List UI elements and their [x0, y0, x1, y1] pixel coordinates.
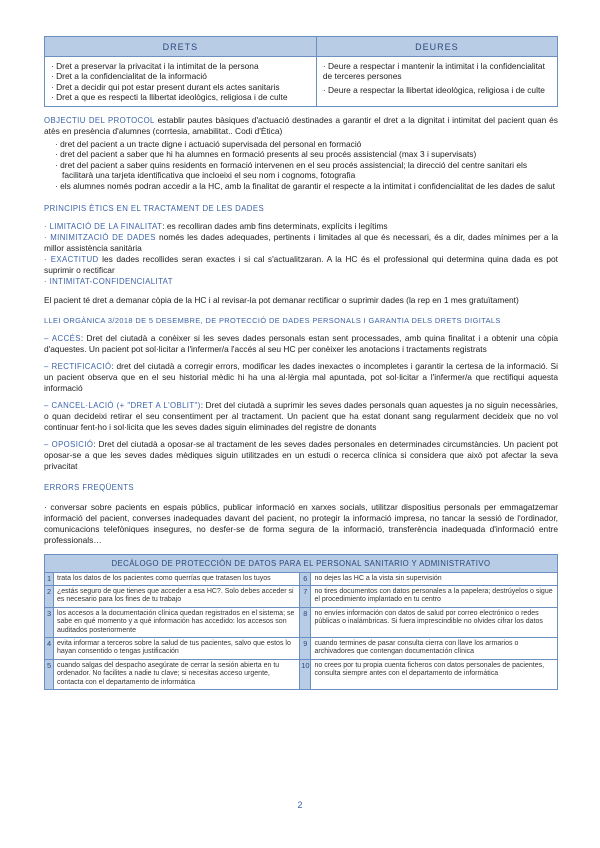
deure-item: · Deure a respectar la llibertat ideològica, religiosa i de culte [322, 84, 545, 95]
objectiu-list [52, 139, 558, 192]
llei-heading: LLEI ORGÀNICA 3/2018 DE 5 DESEMBRE, DE PROTECCIÓ DE DADES PERSONALS I GARANTIA DELS DRETS DIGITALS [44, 315, 501, 325]
llei-text: : Dret del ciutadà a conèixer si les seves dades personals estan sent processades, amb quina finalitat i a obtenir una còpia d'aquestes. Un pacient pot sol·licitar a l'infermer/a l'accés al seu HC per conèixer les anotacions i tractaments registrats [44, 332, 558, 354]
decalogo-table [44, 554, 558, 690]
decalogo-item: trata los datos de los pacientes como querrías que tratasen los tuyos [54, 572, 300, 585]
dret-acces [44, 333, 558, 355]
item-number: 9 [300, 638, 311, 660]
dret-item: · Dret a la confidencialitat de la informació [51, 71, 207, 82]
objectiu-label: OBJECTIU DEL PROTOCOL [44, 115, 155, 125]
decalogo-item: cuando salgas del despacho asegúrate de cerrar la sesión abierta en tu ordenador. No facilites a nadie tu clave; si necesitas acceso urgente, contacta con el departamento de informática [54, 659, 300, 689]
item-number: 4 [45, 638, 54, 660]
item-number: 10 [300, 659, 311, 689]
principi-text: les dades recollides seran exactes i si cal s'actualitzaran. A la HC és el professional qui determina quina dada es pot suprimir o rectificar [44, 253, 558, 275]
decalogo-item: los accesos a la documentación clínica quedan registrados en el sistema; se sabe en qué momento y a qué información has accedido: los accesos son auditados posteriormente [54, 607, 300, 637]
llei-label: – ACCÉS [44, 333, 81, 343]
objectiu-paragraph [44, 115, 558, 137]
decalogo-item: no tires documentos con datos personales a la papelera; destrúyelos o sigue el procedimiento implantado en tu centro [311, 586, 558, 608]
deure-item: · Deure a respectar i mantenir la intimitat i la confidencialitat de terceres persones [322, 61, 545, 82]
list-item: · dret del pacient a un tracte digne i actuació supervisada del personal en formació [55, 138, 362, 149]
decalogo-item: no envíes información con datos de salud por correo electrónico o redes públicas o inalámbricas. Si fuera imprescindible no olvides cifrar los datos [311, 607, 558, 637]
item-number: 7 [300, 586, 311, 608]
item-number: 5 [45, 659, 54, 689]
drets-header: DRETS [45, 37, 317, 57]
dret-item: · Dret a que es respecti la llibertat ideològics, religiosa i de culte [51, 92, 288, 103]
table-row [45, 586, 558, 608]
decalogo-item: cuando termines de pasar consulta cierra con llave los armarios o archivadores que contengan documentación clínica [311, 638, 558, 660]
decalogo-item: no dejes las HC a la vista sin supervisión [311, 572, 558, 585]
deures-list [316, 57, 557, 107]
list-item: · dret del pacient a saber quins residents en formació intervenen en el seu procés assistencial; la direcció del centre sanitari els facilitarà una tarjeta identificativa que incloeixi el seu nom i cognoms, fotografia [55, 159, 528, 181]
drets-list [45, 57, 317, 107]
decalogo-heading: DECÁLOGO DE PROTECCIÓN DE DATOS PARA EL PERSONAL SANITARIO Y ADMINISTRATIVO [45, 554, 558, 572]
principi-limitacio [44, 221, 558, 232]
llei-text: : Dret del ciutadà a suprimir les seves dades personals quan aquestes ja no siguin necessàries, o quan decideixi retirar el seu consentiment per al tractament. Un pacient que ha estat donant sang regularment decideix que no vol continuar fent-ho i sol·licita que les seves dades siguin eliminades del registre de donants [44, 399, 558, 432]
principi-exactitud [44, 254, 558, 276]
principi-intimitat [44, 276, 558, 287]
principis-section [44, 203, 558, 306]
principi-text: només les dades adequades, pertinents i limitades al que és necessari, és a dir, dades mínimes per a la millor assistència sanitària [44, 231, 558, 253]
item-number: 2 [45, 586, 54, 608]
page-number: 2 [297, 800, 303, 810]
list-item: · dret del pacient a saber que hi ha alumnes en formació presents al seu procés assistencial (max 3 i supervisats) [55, 149, 477, 160]
item-number: 8 [300, 607, 311, 637]
principi-text: : es recolliran dades amb fins determinats, explícits i legítims [162, 220, 388, 231]
principi-label: · LIMITACIÓ DE LA FINALITAT [44, 221, 163, 231]
principi-label: · EXACTITUD [44, 254, 99, 264]
table-row [45, 638, 558, 660]
llei-text: : Dret del ciutadà a oposar-se al tractament de les seves dades personales en determinades circumstàncies. Un pacient pot oposar-se a que les seves dades mèdiques siguin utilitzades en un estudi o recerca clínica si considera que això pot afectar la seva privacitat [44, 438, 558, 471]
principi-minimitzacio [44, 232, 558, 254]
llei-label: – RECTIFICACIÓ [44, 361, 112, 371]
decalogo-item: evita informar a terceros sobre la salud de tus pacientes, salvo que estos lo hayan consentido o tengas justificación [54, 638, 300, 660]
dret-oposicio [44, 439, 558, 472]
deures-header: DEURES [316, 37, 557, 57]
decalogo-item: ¿estás seguro de que tienes que acceder a esa HC?. Solo debes acceder si es necesario para los fines de tu trabajo [54, 586, 300, 608]
errors-section [44, 482, 558, 546]
principi-label: · MINIMITZACIÓ DE DADES [44, 232, 156, 242]
item-number: 3 [45, 607, 54, 637]
item-number: 1 [45, 572, 54, 585]
list-item: · els alumnes només podran accedir a la HC, amb la finalitat de garantir el respecte a la intimitat i confidencialitat de les dades de salut [55, 181, 555, 191]
dret-item: · Dret a preservar la privacitat i la intimitat de la persona [51, 61, 259, 71]
item-number: 6 [300, 572, 311, 585]
dret-rectificacio [44, 361, 558, 394]
objectiu-text: establir pautes bàsiques d'actuació destinades a garantir el dret a la dignitat i intimitat del pacient quan és atès en presència d'alumnes (corrtesia, amabilitat.. Codi d'Ètica) [44, 114, 558, 136]
principi-label: · INTIMITAT-CONFIDENCIALITAT [44, 276, 173, 286]
principis-heading: PRINCIPIS ÈTICS EN EL TRACTAMENT DE LES DADES [44, 203, 265, 213]
table-row [45, 659, 558, 689]
dret-cancelacio [44, 400, 558, 433]
table-row [45, 607, 558, 637]
llei-section [44, 315, 558, 472]
decalogo-item: no crees por tu propia cuenta ficheros con datos personales de pacientes, consulta siempre antes con el departamento de informática [311, 659, 558, 689]
table-row [45, 572, 558, 585]
llei-label: – OPOSICIÓ [44, 439, 94, 449]
copy-right-paragraph: El pacient té dret a demanar còpia de la HC i al revisar-la pot demanar rectificar o suprimir dades (la rep en 1 mes gratuïtament) [44, 294, 519, 305]
errors-text: · conversar sobre pacients en espais públics, publicar informació en xarxes socials, utilitzar dispositius personals per emmagatzemar informació del pacient, converses inadequades davant del pacient, no protegir la informació impresa, no tancar la sessió de l'ordinador, comunicacions telefòniques insegures, no desfer-se de forma segura de la informació, transferència inadequada d'informació entre professionals… [44, 501, 558, 545]
dret-item: · Dret a decidir qui pot estar present durant els actes sanitaris [51, 81, 280, 92]
errors-heading: ERRORS FREQÜENTS [44, 482, 135, 492]
rights-duties-table [44, 36, 558, 107]
llei-label: – CANCEL·LACIÓ (+ "DRET A L'OBLIT") [44, 400, 201, 410]
llei-text: : dret del ciutadà a corregir errors, modificar les dades inexactes o incompletes i garantir la certesa de la informació. Si un pacient observa que en el seu historial mèdic hi ha una al·lèrgia mal apuntada, pot sol·licitar a l'infermer/a que rectifiqui aquesta informació [44, 360, 558, 393]
page-content [44, 36, 558, 690]
